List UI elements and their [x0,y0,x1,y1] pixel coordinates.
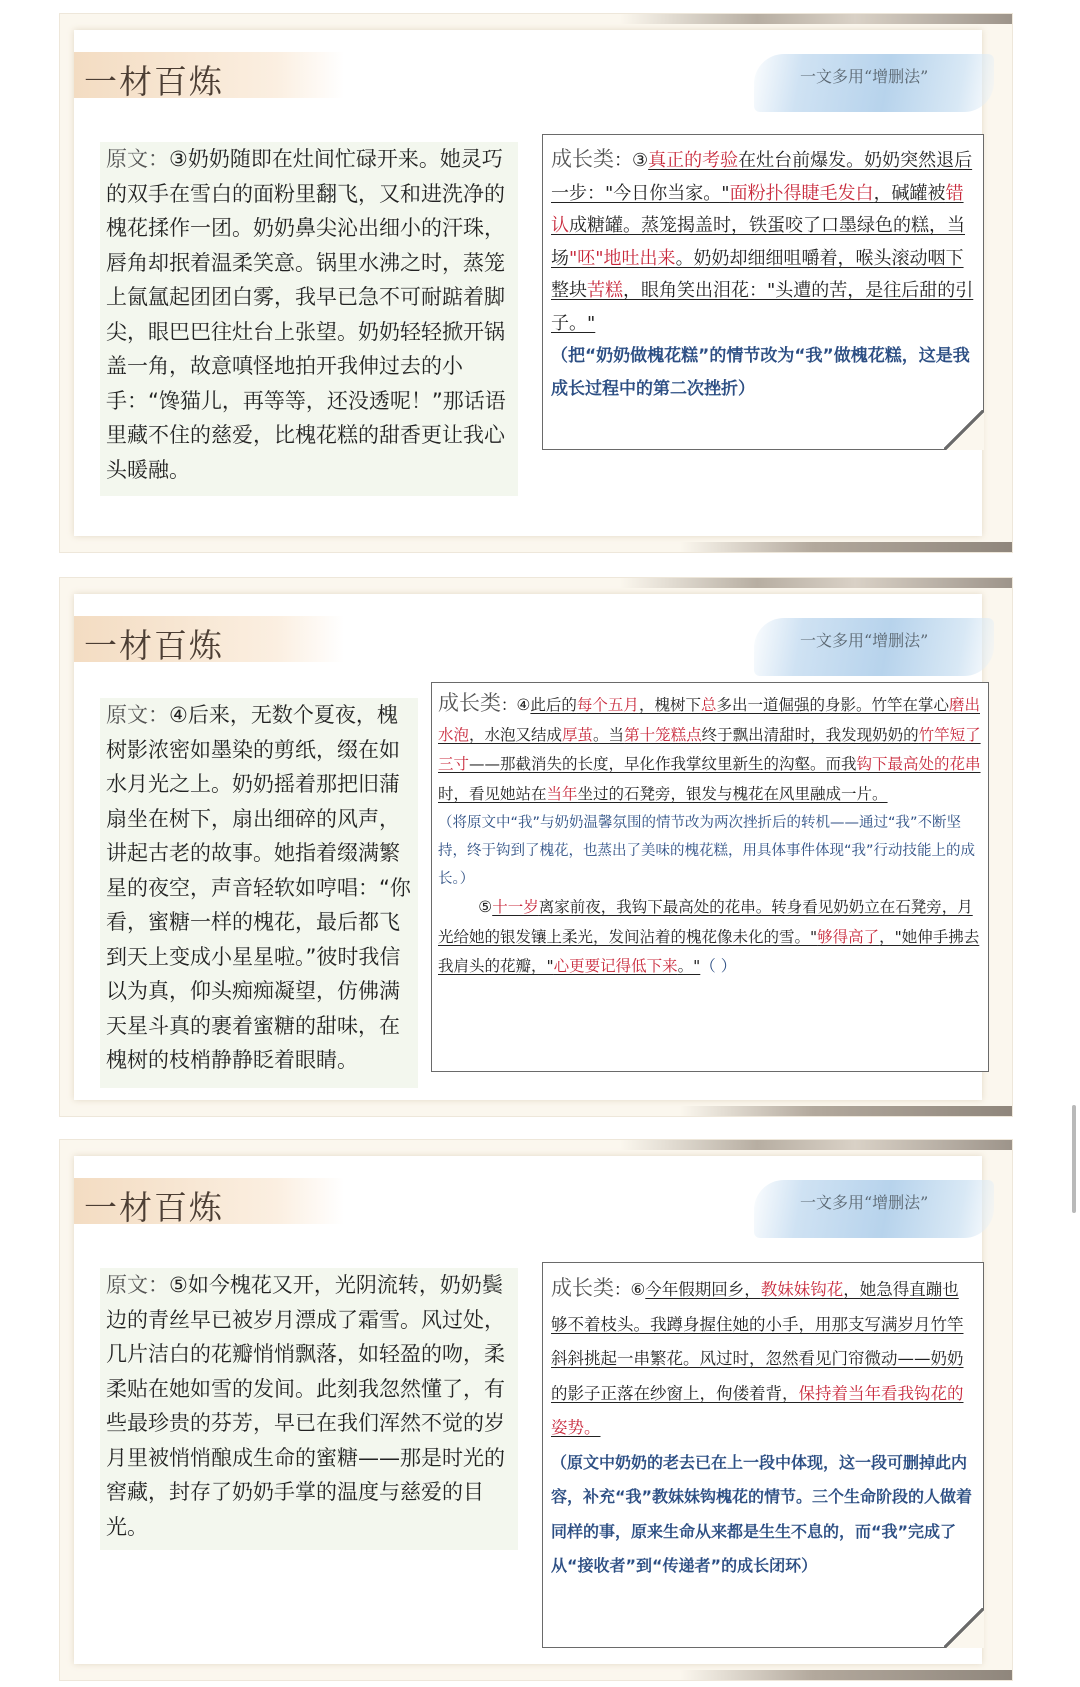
slide-1 [60,14,1012,552]
growth-rewrite-text [551,150,973,334]
page-curl-icon [944,1608,984,1648]
growth-label: 成长类 [551,1276,614,1300]
title-bar [74,52,344,101]
growth-segment: 保持着当年看我钩花的姿势。 [551,1383,964,1437]
original-label: 原文： [106,1273,169,1297]
growth-segment: 在灶台前爆发。奶奶突然退后一步： [551,150,973,204]
growth-segment: 终于飘出清甜时，我发现奶奶的 [701,725,919,744]
original-label: 原文： [106,703,169,727]
growth-box [542,134,984,450]
growth-segment: ，槐树下 [638,696,701,714]
growth-segment: 第十笼糕点 [624,725,702,744]
slide-2 [60,578,1012,1116]
growth-extra-tail: （ ） [700,957,737,975]
growth-lead: ：④ [501,696,531,714]
growth-segment: "呸"地吐出来 [569,247,676,269]
growth-segment: 教妹妹钩花 [760,1280,844,1299]
growth-segment: 够得高了 [817,927,880,946]
growth-segment: 竹竿短了三寸 [438,725,981,773]
growth-segment: 总 [700,696,717,714]
slide-paper [74,594,982,1100]
growth-label: 成长类 [551,147,614,171]
growth-box [542,1262,984,1648]
growth-segment: 面粉扑得睫毛发白 [729,182,874,204]
slide-title: 一材百炼 [84,626,224,665]
growth-box [431,682,989,1072]
slide-title: 一材百炼 [84,62,224,101]
original-text-block [100,1268,518,1550]
growth-segment: 当年 [546,784,578,803]
growth-segment: 心更要记得低下来 [553,957,678,975]
growth-segment: 离家前夜，我钩下最高处的花串。转身看见奶奶立在石凳旁，月光给她的银发镶上柔光，发间沾着的槐花像未化的雪。" [438,898,973,946]
slide-paper [74,30,982,536]
method-tag [754,54,994,112]
growth-segment: 十一岁 [492,898,539,916]
slide-3 [60,1140,1012,1680]
growth-segment: 此后的 [530,696,577,714]
growth-segment: 。奶奶却细细咀嚼着，喉头滚动咽下整块 [551,247,964,301]
original-text-block [100,698,418,1088]
method-tag-text: 一文多用“增删法” [800,67,929,86]
growth-segment: 。当 [593,725,625,744]
growth-note: （把“奶奶做槐花糕”的情节改为“我”做槐花糕，这是我成长过程中的第二次挫折） [551,346,970,399]
growth-note: （原文中奶奶的老去已在上一段中体现，这一段可删掉此内容，补充“我”教妹妹钩槐花的情节。三个生命阶段的人做着同样的事，原来生命从来都是生生不息的，而“我”完成了从“接收者”到“传递者”的成长闭环） [551,1452,973,1575]
original-text-block [100,142,518,496]
growth-segment: 每个五月 [576,696,639,714]
method-tag-text: 一文多用“增删法” [800,1193,929,1212]
original-text: ④后来，无数个夏夜，槐树影浓密如墨染的剪纸，缀在如水月光之上。奶奶摇着那把旧蒲扇坐在树下，扇出细碎的风声，讲起古老的故事。她指着缀满繁星的夜空，声音轻软如哼唱：“你看，蜜糖一样的槐花，最后都飞到天上变成小星星啦。”彼时我信以为真，仰头痴痴凝望，仿佛满天星斗真的裹着蜜糖的甜味，在槐树的枝梢静静眨着眼睛。 [106,703,411,1072]
slide-paper [74,1156,982,1664]
growth-segment: 钩下最高处的花串 [856,755,981,773]
growth-segment: 成糖罐。蒸笼揭盖时，铁蛋咬了口墨绿色的糕，当场 [551,215,965,269]
growth-note: （将原文中“我”与奶奶温馨氛围的情节改为两次挫折后的转机——通过“我”不断坚持，终于钩到了槐花，也蒸出了美味的槐花糕，用具体事件体现“我”行动技能上的成长。） [438,815,976,887]
title-bar [74,616,344,665]
original-text: ③奶奶随即在灶间忙碌开来。她灵巧的双手在雪白的面粉里翻飞，又和进洗净的槐花揉作一团。奶奶鼻尖沁出细小的汗珠，唇角却抿着温柔笑意。锅里水沸之时，蒸笼上氤氲起团团白雾，我早已急不可耐踮着脚尖，眼巴巴往灶台上张望。奶奶轻轻掀开锅盖一角，故意嗔怪地拍开我伸过去的小手：“馋猫儿，再等等，还没透呢！”那话语里藏不住的慈爱，比槐花糕的甜香更让我心头暖融。 [106,147,506,482]
growth-segment: 错认 [551,182,964,236]
growth-segment: 真正的考验 [648,150,739,171]
growth-segment: ，"她伸手拂去我肩头的花瓣，" [438,927,980,975]
method-tag [754,618,994,676]
growth-segment: 坐过的石凳旁，银发与槐花在风里融成一片。 [577,784,888,803]
growth-lead: ：③ [614,150,649,171]
growth-segment: ，水泡又结成 [469,725,563,744]
growth-segment: 多出一道倔强的身影。竹竿在掌心 [716,696,949,714]
growth-segment: 时，看见她站在 [438,784,547,803]
page-curl-icon [944,410,984,450]
growth-rewrite-text [551,1280,964,1437]
growth-extra-lead: ⑤ [478,898,493,916]
growth-segment: ，她急得直蹦也够不着枝头。我蹲身握住她的小手，用那支写满岁月竹竿斜斜挑起一串繁花。风过时，忽然看见门帘微动——奶奶的影子正落在纱窗上，佝偻着背， [551,1280,964,1403]
scrollbar-thumb[interactable] [1072,1105,1076,1213]
growth-segment: ，眼角笑出泪花："头遭的苦，是往后甜的引子。" [551,280,974,334]
method-tag [754,1180,994,1238]
growth-label: 成长类 [438,691,501,715]
original-label: 原文： [106,147,169,171]
growth-segment: 。" [677,957,701,975]
growth-extra-paragraph [438,893,982,982]
growth-segment: "今日你当家。" [605,182,730,204]
growth-segment: 今年假期回乡， [645,1280,761,1299]
growth-segment: ——那截消失的长度，早化作我掌纹里新生的沟壑。而我 [469,755,857,773]
method-tag-text: 一文多用“增删法” [800,631,929,650]
title-bar [74,1178,344,1227]
growth-segment: 苦糕 [587,280,623,301]
slide-title: 一材百炼 [84,1188,224,1227]
growth-lead: ：⑥ [614,1280,646,1299]
growth-segment: 磨出水泡 [438,696,980,744]
growth-segment: 厚茧 [562,725,594,744]
original-text: ⑤如今槐花又开，光阴流转，奶奶鬓边的青丝早已被岁月漂成了霜雪。风过处，几片洁白的花瓣悄悄飘落，如轻盈的吻，柔柔贴在她如雪的发间。此刻我忽然懂了，有些最珍贵的芬芳，早已在我们浑然不觉的岁月里被悄悄酿成生命的蜜糖——那是时光的窖藏，封存了奶奶手掌的温度与慈爱的目光。 [106,1273,505,1539]
growth-segment: ，碱罐被 [873,182,946,204]
